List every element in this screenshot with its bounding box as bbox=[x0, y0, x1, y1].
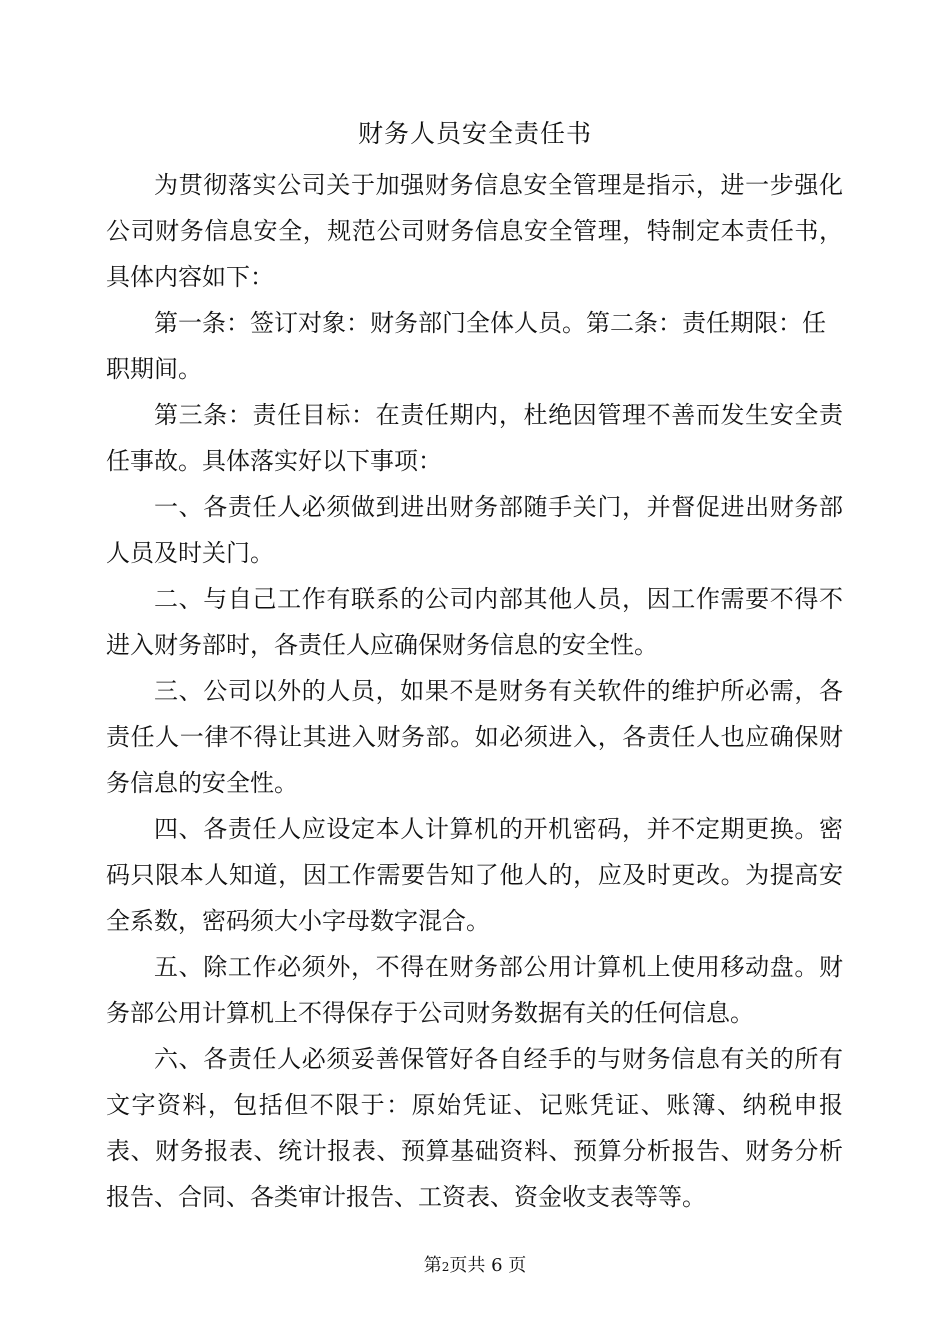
paragraph-term-continuation: 职期间。 bbox=[106, 355, 202, 383]
paragraph-item-4: 四、各责任人应设定本人计算机的开机密码，并不定期更换。密码只限本人知道，因工作需要告知了他人的，应及时更改。为提高安全系数，密码须大小字母数字混合。 bbox=[106, 815, 843, 935]
page-footer bbox=[0, 1252, 950, 1281]
document-title: 财务人员安全责任书 bbox=[357, 119, 592, 148]
paragraph-item-2: 二、与自己工作有联系的公司内部其他人员，因工作需要不得不进入财务部时，各责任人应确保财务信息的安全性。 bbox=[106, 585, 843, 659]
document-body bbox=[106, 162, 843, 1220]
footer-suffix: 页共 6 页 bbox=[449, 1255, 527, 1276]
paragraph-item-3: 三、公司以外的人员，如果不是财务有关软件的维护所必需，各责任人一律不得让其进入财务部。如必须进入，各责任人也应确保财务信息的安全性。 bbox=[106, 677, 843, 797]
paragraph-item-5: 五、除工作必须外，不得在财务部公用计算机上使用移动盘。财务部公用计算机上不得保存于公司财务数据有关的任何信息。 bbox=[106, 953, 843, 1027]
paragraph-intro: 为贯彻落实公司关于加强财务信息安全管理是指示，进一步强化公司财务信息安全，规范公司财务信息安全管理，特制定本责任书，具体内容如下： bbox=[106, 171, 843, 291]
paragraph-article-3: 第三条：责任目标：在责任期内，杜绝因管理不善而发生安全责任事故。具体落实好以下事项： bbox=[106, 401, 843, 475]
paragraph-item-1: 一、各责任人必须做到进出财务部随手关门，并督促进出财务部人员及时关门。 bbox=[106, 493, 843, 567]
paragraph-article-1-2: 第一条：签订对象：财务部门全体人员。第二条：责任期限：任 bbox=[154, 309, 826, 337]
paragraph-item-6: 六、各责任人必须妥善保管好各自经手的与财务信息有关的所有文字资料，包括但不限于：原始凭证、记账凭证、账簿、纳税申报表、财务报表、统计报表、预算基础资料、预算分析报告、财务分析报告、合同、各类审计报告、工资表、资金收支表等等。 bbox=[106, 1045, 843, 1211]
footer-page-number: 2 bbox=[441, 1260, 450, 1274]
footer-prefix: 第 bbox=[423, 1255, 442, 1276]
